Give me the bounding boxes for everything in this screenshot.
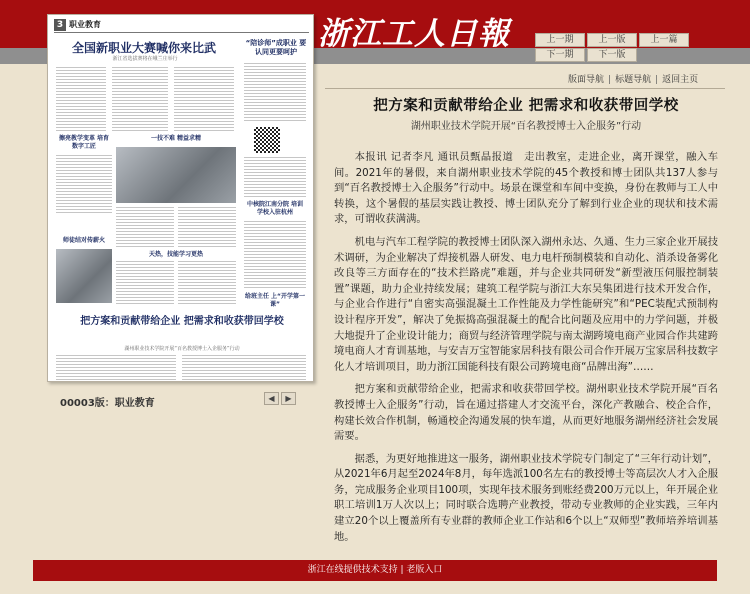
page-nav-links bbox=[568, 72, 698, 85]
old-portal-link[interactable]: 老版入口 bbox=[406, 565, 443, 575]
thumbnail-headline[interactable]: 全国新职业大赛喊你来比武 bbox=[71, 41, 216, 55]
article-paragraph: 把方案和贡献带给企业，把需求和收获带回学校。湖州职业技术学院开展“百名教授博士入企服务”行动，旨在通过搭建人才交流平台，深化产教融合、校企合作，构建长效合作机制，畅通校企沟通发展的快车道，从而更好地服务湖州经济社会发展需要。 bbox=[334, 383, 718, 443]
nav-separator: | bbox=[608, 75, 612, 85]
footer-separator: | bbox=[397, 565, 407, 575]
article-paragraph: 机电与汽车工程学院的教授博士团队深入湖州永达、久通、生力三家企业开展技术调研，为企业解决了焊接机器人研发、电力电杆预制模装和自动化、消杀设备雾化改良等三方面存在的“技术拦路虎”难题，并与企业共同研发“新型液压伺服控制装置”课题，助力企业持续发展；建筑工程学院与浙江大东吴集团进行技术开发合作，与企业合作进行“自密实高强混凝土工作性能及力学性能研究”和“PEC装配式预制构设计程序开发”，解决了免振捣高强混凝土的配合比问题及应用中的力学问题，并极大地提升了企业设计能力；商贸与经济管理学院与南太湖跨境电商产业园合作共建跨境电商人才育训基地，与安吉万宝智能家居科技有限公司合作开展万宝家居科技数字化人才培训项目，助力浙江国能科技有限公司跨境电商“品牌出海”…… bbox=[334, 235, 718, 373]
prev-edition-button[interactable]: 上一版 bbox=[587, 33, 637, 47]
thumbnail-headline-sub: 浙江省选拔赛将在峨兰庄举行 bbox=[112, 56, 178, 62]
thumbnail-text-block bbox=[116, 207, 174, 247]
thumbnail-mid-headline[interactable]: 天热，技能学习更热 bbox=[148, 251, 203, 258]
next-edition-button[interactable]: 下一版 bbox=[587, 48, 637, 62]
thumbnail-text-block bbox=[116, 261, 174, 305]
nav-separator: | bbox=[655, 75, 659, 85]
page-thumbnail[interactable] bbox=[47, 14, 314, 382]
thumbnail-mid-headline[interactable]: 中核院江南分院 培训学校入驻杭州 bbox=[246, 201, 304, 216]
article-title: 把方案和贡献带给企业 把需求和收获带回学校 bbox=[373, 98, 679, 114]
next-issue-button[interactable]: 下一期 bbox=[535, 48, 585, 62]
edition-nav-link[interactable]: 版面导航 bbox=[568, 75, 605, 85]
thumbnail-text-block bbox=[178, 261, 236, 305]
thumbnail-rule bbox=[54, 32, 309, 33]
next-page-arrow-icon[interactable]: ▶ bbox=[281, 392, 296, 405]
thumbnail-text-block bbox=[56, 155, 112, 215]
thumbnail-text-block bbox=[56, 355, 176, 381]
title-nav-link[interactable]: 标题导航 bbox=[615, 75, 652, 85]
thumbnail-text-block bbox=[244, 157, 306, 197]
footer-text bbox=[33, 560, 717, 581]
thumbnail-big-sub: 湖州职业技术学院开展“百名教授博士入企服务”行动 bbox=[124, 346, 240, 352]
thumbnail-text-block bbox=[244, 221, 306, 289]
thumbnail-text-block bbox=[244, 63, 306, 123]
thumbnail-mid-headline[interactable]: 一技不难 精益求精 bbox=[150, 135, 202, 142]
article-paragraph: 本报讯 记者李凡 通讯员甄晶报道 走出教室，走进企业，离开课堂，融入车间。2021年的暑假，来自湖州职业技术学院的45个教授和博士团队共137人参与到“百名教授博士入企服务”行动中。场景在课堂和车间中变换，身份在教师与工人中转换，这个暑假的基层实践让教授、博士团队充分了解到行业企业的现状和技术需求，可谓收获满满。 bbox=[334, 151, 718, 226]
qr-code-icon bbox=[254, 127, 280, 153]
section-name: 职业教育 bbox=[69, 20, 101, 29]
thumbnail-big-headline[interactable]: 把方案和贡献带给企业 把需求和收获带回学校 bbox=[80, 316, 284, 327]
prev-page-arrow-icon[interactable]: ◀ bbox=[264, 392, 279, 405]
home-link[interactable]: 返回主页 bbox=[662, 75, 699, 85]
newspaper-logo: 浙江工人日報 bbox=[318, 16, 510, 52]
thumbnail-photo bbox=[56, 249, 112, 303]
thumbnail-photo bbox=[116, 147, 236, 203]
thumbnail-text-block bbox=[174, 67, 234, 133]
footer bbox=[0, 556, 750, 594]
prev-article-button[interactable]: 上一篇 bbox=[639, 33, 689, 47]
section-number-badge: 3 bbox=[54, 19, 66, 31]
nav-divider bbox=[325, 88, 725, 89]
tech-support-link[interactable]: 浙江在线提供技术支持 bbox=[307, 565, 398, 575]
thumbnail-mid-headline[interactable]: 师徒结对传薪火 bbox=[62, 237, 105, 244]
thumbnail-side-headline[interactable]: “陪诊师”成职业 要认同更要呵护 bbox=[245, 39, 307, 56]
thumbnail-text-block bbox=[112, 67, 168, 133]
prev-issue-button[interactable]: 上一期 bbox=[535, 33, 585, 47]
thumbnail-text-block bbox=[182, 355, 306, 381]
thumbnail-mid-headline[interactable]: 给班主任 上“开学第一课” bbox=[244, 293, 306, 308]
article-subtitle: 湖州职业技术学院开展“百名教授博士入企服务”行动 bbox=[410, 121, 642, 132]
thumbnail-text-block bbox=[56, 67, 106, 133]
edition-label: 00003版：职业教育 bbox=[60, 398, 155, 409]
thumbnail-text-block bbox=[178, 207, 236, 247]
article-body bbox=[334, 150, 718, 552]
thumbnail-mid-headline[interactable]: 擦亮教学变革 培育数字工匠 bbox=[58, 135, 110, 150]
article-paragraph: 据悉，为更好地推进这一服务，湖州职业技术学院专门制定了“三年行动计划”，从2021年6月起至2024年8月，每年选派100名左右的教授博士等高层次人才入企服务，完成服务企业项目100项，实现年技术服务到账经费200万元以上，年开展企业职工培训1万人次以上；同时联合选聘产业教授，带动专业教师的企业实践，三年内建立20个以上覆盖所有专业群的教师企业工作站和6个以上“双师型”教师培养培训基地。 bbox=[334, 452, 718, 543]
